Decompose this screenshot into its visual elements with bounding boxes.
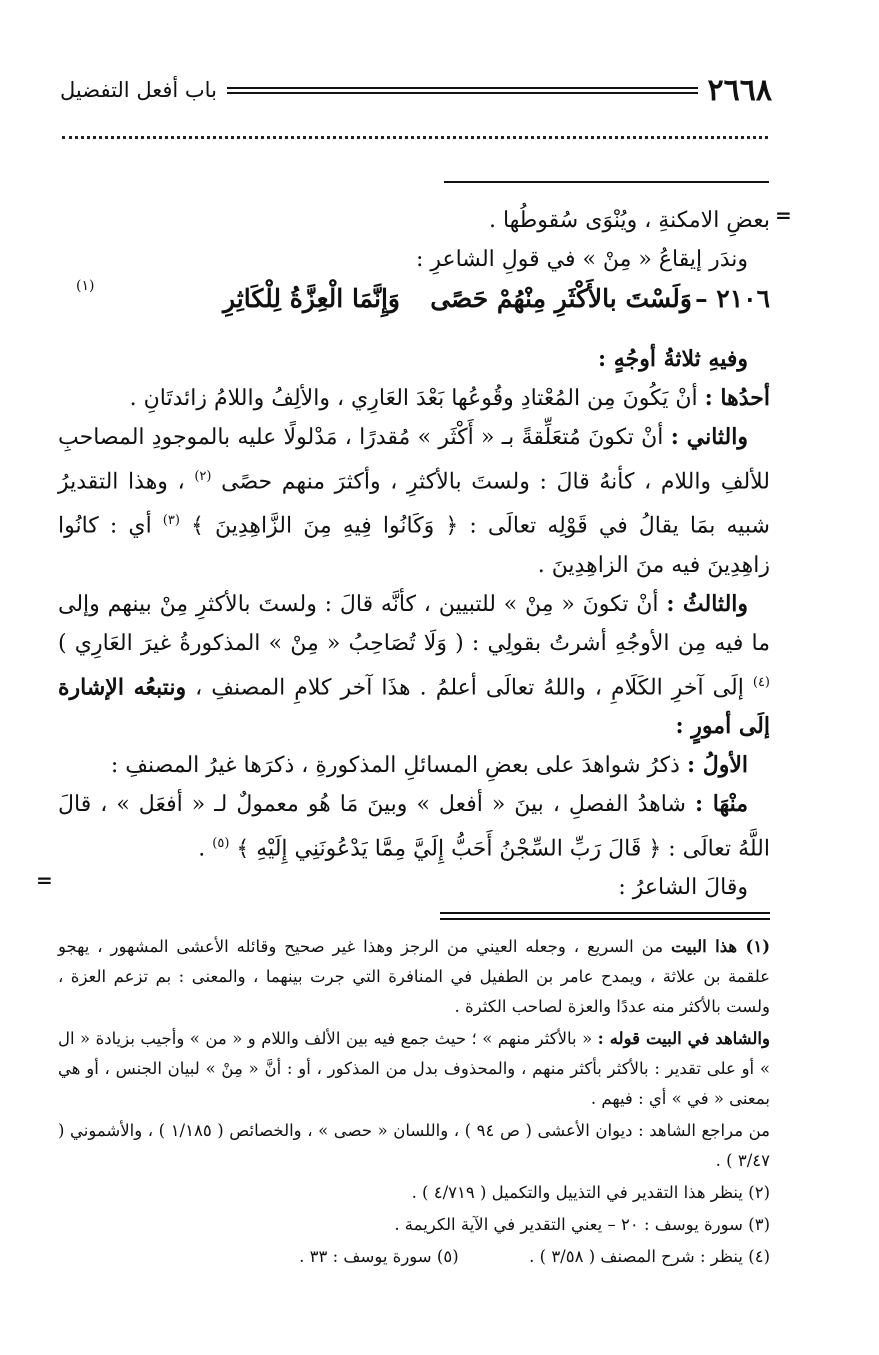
footnote-2: (٢) ينظر هذا التقدير في التذييل والتكميل ( ٤/٧١٩ ) . xyxy=(411,1183,770,1202)
footnote-5: (٥) سورة يوسف : ٣٣ . xyxy=(299,1247,459,1266)
paragraph-3: وفيهِ ثلاثةُ أوجُهٍ : xyxy=(598,346,748,372)
third-aspect-label: والثالثُ : xyxy=(666,590,749,617)
paragraph-evidence xyxy=(58,785,770,868)
first-matter-text: ذكرُ شواهدَ على بعضِ المسائلِ المذكورةِ ، ذكرَها غيرُ المصنفِ : xyxy=(110,752,680,778)
continuation-mark-bottom: = xyxy=(36,868,53,892)
paragraph-first-matter xyxy=(58,746,770,785)
first-aspect-text: أنْ يَكُونَ مِن المُعْتادِ وقُوعُها بَعْدَ العَارِي ، والألِفُ واللامُ زائدتَانِ . xyxy=(129,386,698,411)
paragraph-second-aspect xyxy=(58,418,770,585)
footnote-1-evidence-text: « بالأكثر منهم » ؛ حيث جمع فيه بين الألف واللام و « من » وأجيب بزيادة « ال » أو على تقدير : بالأكثر بأكثر منهم ، والمحذوف بدل من المذكور ، أو : أنَّ « مِنْ » لبيان الجنس ، أو هي بمعنى « في » أي : فيهم . xyxy=(58,1029,770,1108)
footnote-ref-4: (٤) xyxy=(752,674,770,690)
continuation-mark-top: = xyxy=(775,203,792,227)
footnote-1-references: من مراجع الشاهد : ديوان الأعشى ( ص ٩٤ ) ، واللسان « حصى » ، والخصائص ( ١/١٨٥ ) ، والأشموني ( ٣/٤٧ ) . xyxy=(58,1121,770,1170)
second-aspect-text-c: أي : كانُوا زاهِدِينَ فيه منَ الزاهِدِينَ . xyxy=(58,513,770,578)
third-aspect-text-b: إلَى آخرِ الكَلَامِ ، واللهُ تعالَى أعلمُ . هذَا آخر كلامِ المصنفِ ، xyxy=(195,674,744,700)
third-aspect-text-a: أنْ تكونَ « مِنْ » للتبيين ، كأنَّه قالَ : ولستَ بالأكثرِ مِنْ بينهم وإلى ما فيه مِن الأوجُهِ أشرتُ بقولِي : ( وَلَا تُصَاحِبُ « مِنْ » المذكورةُ غيرَ العَارِي ) xyxy=(58,591,770,656)
body-top xyxy=(58,201,770,279)
verse-first-hemistich: وَلَسْتَ بالأَكْثَرِ مِنْهُمْ حَصًى xyxy=(430,284,692,313)
poetry-verse xyxy=(64,278,770,328)
footnote-4: (٤) ينظر : شرح المصنف ( ٣/٥٨ ) . xyxy=(529,1247,770,1266)
footnote-1-evidence-label: والشاهد في البيت قوله : xyxy=(597,1029,770,1048)
verse-number: ٢١٠٦ – xyxy=(695,284,770,313)
paragraph-first-aspect xyxy=(58,379,770,418)
evidence-text-b: . xyxy=(198,836,206,862)
footnotes-separator xyxy=(440,912,770,920)
footnote-4-5-line xyxy=(58,1242,770,1272)
footnote-ref-5: (٥) xyxy=(212,835,230,851)
second-aspect-text-b: ، وهذا التقديرُ شبيه بمَا يقالُ في قَوْلِه تعالَى : ﴿ وَكَانُوا فِيهِ مِنَ الزَّاهِدِينَ ﴾ xyxy=(58,469,770,539)
footnote-ref-2: (٢) xyxy=(194,469,212,484)
first-matter-label: الأولُ : xyxy=(686,751,748,778)
paragraph-2: وندَر إيقاعُ « مِنْ » في قولِ الشاعرِ : xyxy=(415,247,748,272)
paragraph-third-aspect xyxy=(58,585,770,746)
second-aspect-label: والثاني : xyxy=(670,424,748,450)
paragraph-1: بعضِ الامكنةِ ، ويُنْوَى سُقوطُها . xyxy=(488,208,770,233)
third-aspect-text-c: ونتبعُه الإشارة إلَى أمورٍ : xyxy=(58,673,770,739)
footnote-3: (٣) سورة يوسف : ٢٠ – يعني التقدير في الآية الكريمة . xyxy=(394,1215,770,1234)
evidence-text-a: شاهدُ الفصلِ ، بينَ « أفعل » وبينَ مَا هُو معمولٌ لـ « أفعَل » ، قالَ اللَّهُ تعالَى : ﴿ قَالَ رَبِّ السِّجْنُ أَحَبُّ إِلَيَّ مِمَّا يَدْعُونَنِي إِلَيْهِ ﴾ xyxy=(58,791,770,862)
footnotes xyxy=(58,932,770,1274)
footnote-1-evidence xyxy=(58,1024,770,1114)
verse-footnote-ref: (١) xyxy=(76,278,95,294)
header-rule xyxy=(227,87,698,94)
chapter-title: باب أفعل التفضيل xyxy=(60,78,217,102)
first-aspect-label: أحدُها : xyxy=(704,385,770,411)
footnote-1 xyxy=(58,932,770,1022)
dotted-separator xyxy=(62,136,768,139)
page-header xyxy=(60,72,772,108)
paragraph-poet-said: وقالَ الشاعرُ : xyxy=(618,875,748,901)
footnote-1-label: (١) هذا البيت xyxy=(670,937,771,956)
second-aspect-text-a: أنْ تكونَ مُتعَلِّقةً بـ « أَكْثَر » مُقدرًا ، مَدْلولًا عليه بالموجودِ المصاحبِ للألفِ واللام ، كأنهُ قالَ : ولستَ بالأكثرِ ، وأكثرَ منهم حصًى xyxy=(58,425,771,495)
body-main xyxy=(58,340,770,907)
footnote-1-text: من السريع ، وجعله العيني من الرجز وهذا غير صحيح وقائله الأعشى المشهور ، يهجو علقمة بن علاثة ، ويمدح عامر بن الطفيل في المنافرة التي جرت بينهما ، والمعنى : بم تزعم العزة ، ولست بالأكثر منه عددًا والعزة لصاحب الكثرة . xyxy=(58,937,770,1016)
evidence-label: منْهَا : xyxy=(694,790,749,817)
verse-second-hemistich: وَإِنَّمَا الْعِزَّةُ لِلْكَاثِرِ xyxy=(222,284,400,313)
page-number: ٢٦٦٨ xyxy=(707,72,772,108)
footnote-ref-3: (٣) xyxy=(162,513,180,529)
top-continuation-rule xyxy=(444,181,769,183)
